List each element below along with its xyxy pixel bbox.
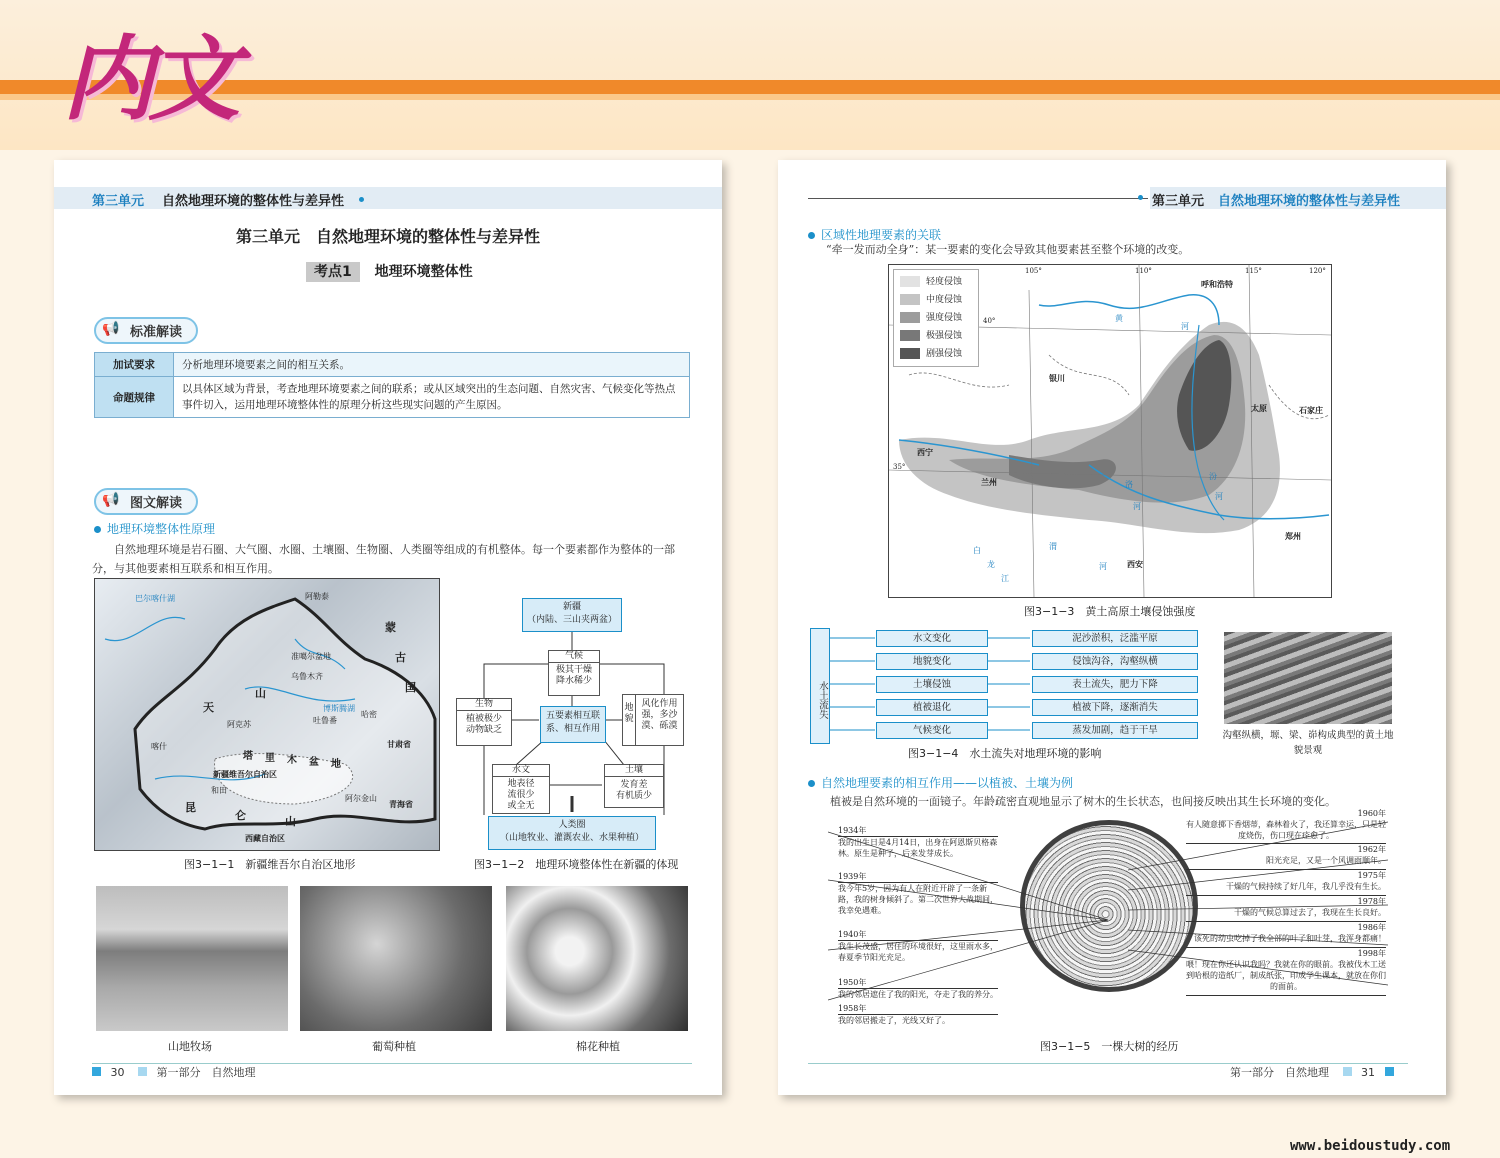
section-heading: 区域性地理要素的关联 [808, 226, 941, 243]
river-label: 渭 [1049, 542, 1057, 551]
human-box: 人类圈 （山地牧业、灌溉农业、水果种植） [488, 816, 656, 850]
footer-text: 第一部分 自然地理 [156, 1066, 256, 1079]
map-tick: 120° [1309, 267, 1326, 275]
badge-standard: 📢 标准解读 [94, 317, 198, 344]
map-label: 塔 [243, 751, 253, 762]
header-dot [1138, 195, 1143, 200]
map-city: 兰州 [981, 477, 997, 487]
bullet-icon [94, 526, 101, 533]
river-label: 白 [973, 546, 981, 555]
map-label: 哈密 [361, 710, 377, 719]
river-label: 河 [1215, 492, 1223, 501]
requirements-table [94, 352, 690, 418]
map-label: 阿克苏 [227, 720, 251, 729]
section-heading: 自然地理要素的相互作用——以植被、土壤为例 [808, 774, 1073, 791]
holism-diagram [454, 590, 684, 852]
right-header-rule [808, 198, 1148, 199]
erosion-flowchart [810, 628, 1200, 746]
flow-right-item: 蒸发加剧，趋于干旱 [1032, 722, 1198, 739]
timeline-year: 1939年 [838, 872, 867, 881]
timeline-year: 1960年 [1357, 809, 1386, 818]
map-tick: 40° [983, 317, 996, 325]
map-city: 西安 [1127, 559, 1143, 569]
map-city: 太原 [1251, 403, 1267, 413]
legend-item: 轻度侵蚀 [900, 274, 972, 292]
right-unit-label: 第三单元 [1152, 194, 1205, 209]
table-value: 以具体区域为背景，考查地理环境要素之间的联系；或从区域突出的生态问题、自然灾害、气候变化等热点事件切入，运用地理环境整体性的原理分析这些现实问题的产生原因。 [174, 377, 690, 418]
footer-text: 第一部分 自然地理 [1230, 1066, 1329, 1079]
map-label: 古 [395, 651, 406, 664]
map-tick: 105° [1025, 267, 1042, 275]
map-label: 仑 [235, 809, 246, 822]
legend-item: 强度侵蚀 [900, 310, 972, 328]
flow-left-item: 水文变化 [876, 630, 988, 647]
timeline-year: 1958年 [838, 1004, 867, 1013]
legend-item: 极强侵蚀 [900, 328, 972, 346]
bullet-icon [808, 780, 815, 787]
timeline-year: 1940年 [838, 930, 867, 939]
photo-loess-caption: 沟壑纵横，塬、梁、峁构成典型的黄土地貌景观 [1222, 730, 1394, 756]
timeline-year: 1950年 [838, 978, 867, 987]
legend-swatch [900, 276, 920, 287]
table-row [95, 353, 690, 377]
map-label: 巴尔喀什湖 [135, 594, 175, 603]
river-label: 汾 [1209, 472, 1217, 481]
timeline-year: 1934年 [838, 826, 867, 835]
fig1-caption: 图3−1−1 新疆维吾尔自治区地形 [184, 858, 356, 871]
photo-cotton [506, 886, 688, 1031]
square-icon [138, 1067, 147, 1076]
kaodian-title: 地理环境整体性 [374, 264, 473, 280]
river-label: 龙 [987, 560, 995, 569]
photo-caption: 棉花种植 [576, 1040, 620, 1053]
map-label: 西藏自治区 [245, 833, 285, 843]
right-page [778, 160, 1446, 1095]
legend-item: 中度侵蚀 [900, 292, 972, 310]
map-label: 阿尔金山 [345, 794, 377, 803]
photo-pasture [96, 886, 288, 1031]
table-value: 分析地理环境要素之间的相互关系。 [174, 353, 690, 377]
table-key: 加试要求 [95, 353, 174, 377]
flow-left-item: 植被退化 [876, 699, 988, 716]
map-label: 喀什 [151, 742, 167, 751]
water-box: 水文 地表径 流很少 或全无 [492, 764, 550, 814]
page-number: 30 [110, 1066, 125, 1079]
timeline-year: 1978年 [1357, 897, 1386, 906]
fig4-caption: 图3−1−4 水土流失对地理环境的影响 [908, 747, 1102, 760]
flow-right-item: 表土流失，肥力下降 [1032, 676, 1198, 693]
river-label: 洛 [1125, 480, 1133, 489]
left-page [54, 160, 722, 1095]
photo-grape [300, 886, 492, 1031]
legend-item: 剧强侵蚀 [900, 346, 972, 364]
xinjiang-map [94, 578, 440, 851]
biology-box: 生物 植被极少 动物缺乏 [456, 698, 512, 746]
timeline-text: 我今年5岁，因为有人在附近开辟了一条新路，我的树身倾斜了。第二次世界大战期间，我幸免遇难。 [838, 882, 998, 929]
flow-right-item: 植被下降，逐渐消失 [1032, 699, 1198, 716]
river-label: 黄 [1115, 314, 1123, 323]
badge-graphic: 📢 图文解读 [94, 488, 198, 515]
page-number: 31 [1361, 1066, 1375, 1079]
soil-box: 土壤 发育差 有机质少 [604, 764, 664, 808]
timeline-text: 我的邻居遮住了我的阳光，夺走了我的养分。 [838, 988, 998, 1003]
paragraph: “牵一发而动全身”：某一要素的变化会导致其他要素甚至整个环境的改变。 [826, 243, 1190, 256]
paragraph: 自然地理环境是岩石圈、大气圈、水圈、土壤圈、生物圈、人类圈等组成的有机整体。每一个要素都作为整体的一部分，与其他要素相互联系和相互作用。 [92, 543, 675, 575]
map-label: 山 [285, 815, 296, 828]
map-label: 天 [203, 701, 214, 714]
legend-swatch [900, 312, 920, 323]
left-unit-title: 自然地理环境的整体性与差异性 [162, 194, 345, 209]
legend-swatch [900, 348, 920, 359]
timeline-text: 我的出生日是4月14日，出身在阿恩斯贝格森林。原生是种子，后来发芽成长。 [838, 836, 998, 871]
timeline-text: 我生长茂盛，居住的环境很好，这里雨水多，春夏季节阳光充足。 [838, 940, 998, 977]
page-title: 第三单元 自然地理环境的整体性与差异性 [235, 227, 540, 246]
table-key: 命题规律 [95, 377, 174, 418]
photo-caption: 山地牧场 [168, 1040, 212, 1053]
right-footer [1230, 1064, 1394, 1080]
header-dot [359, 197, 364, 202]
timeline-year: 1998年 [1357, 949, 1386, 958]
map-label: 甘肃省 [387, 739, 411, 749]
timeline-year: 1986年 [1357, 923, 1386, 932]
map-label: 青海省 [389, 799, 413, 809]
map-label: 博斯腾湖 [323, 704, 355, 713]
map-tick: 35° [893, 463, 906, 471]
map-label: 里 [265, 753, 275, 764]
landform-box: 地貌 风化作用 强，多沙 漠、砾漠 [622, 694, 684, 746]
fig3-caption: 图3−1−3 黄土高原土壤侵蚀强度 [1024, 605, 1196, 618]
river-label: 河 [1181, 322, 1189, 331]
timeline-left [838, 825, 998, 1029]
map-city: 西宁 [917, 447, 933, 457]
timeline-right [1186, 808, 1386, 996]
river-label: 江 [1001, 574, 1009, 583]
map-label: 乌鲁木齐 [291, 672, 323, 681]
map-label: 盆 [309, 757, 319, 768]
map-tick: 115° [1245, 267, 1262, 275]
timeline-text: 该死的幼虫吃掉了我全部的叶子和叶芽，我浑身都痛！ [1186, 933, 1386, 948]
flow-right-item: 侵蚀沟谷，沟壑纵横 [1032, 653, 1198, 670]
map-label: 新疆维吾尔自治区 [213, 769, 277, 779]
square-icon [1385, 1067, 1394, 1076]
paragraph: 植被是自然环境的一面镜子。年龄疏密直观地显示了树木的生长状态，也间接反映出其生长环境的变化。 [830, 795, 1336, 808]
table-row [95, 377, 690, 418]
timeline-text: 阳光充足，又是一个风调雨顺年。 [1186, 855, 1386, 870]
timeline-year: 1962年 [1357, 845, 1386, 854]
bullet-icon [808, 232, 815, 239]
map-tick: 110° [1135, 267, 1152, 275]
map-label: 昆 [185, 801, 196, 814]
right-unit-title: 自然地理环境的整体性与差异性 [1218, 194, 1401, 209]
flow-source: 水土流失 [810, 628, 830, 744]
fig2-caption: 图3−1−2 地理环境整体性在新疆的体现 [474, 858, 679, 871]
river-label: 河 [1133, 502, 1141, 511]
section-heading: 地理环境整体性原理 [94, 520, 215, 537]
map-city: 石家庄 [1299, 405, 1323, 415]
diagram-top-box: 新疆 （内陆、三山夹两盆） [522, 598, 622, 632]
left-header-bar [54, 187, 722, 209]
timeline-text: 干燥的气候持续了好几年，我几乎没有生长。 [1186, 881, 1386, 896]
megaphone-icon: 📢 [102, 321, 120, 337]
photo-loess [1224, 632, 1392, 724]
map-city: 银川 [1049, 373, 1065, 383]
legend-swatch [900, 330, 920, 341]
map-label: 国 [405, 681, 416, 694]
map-label: 阿勒泰 [305, 592, 329, 601]
timeline-text: 喂！现在你还认识我吗？我就在你的眼前。我被伐木工送到哈根的造纸厂，制成纸张，印成学生课本，就放在你们的面前。 [1186, 959, 1386, 996]
map-label: 地 [331, 759, 341, 770]
climate-box: 气候 极其干燥 降水稀少 [548, 650, 600, 696]
flow-right-item: 泥沙淤积，泛滥平原 [1032, 630, 1198, 647]
square-icon [92, 1067, 101, 1076]
left-unit-label: 第三单元 [92, 194, 145, 209]
map-label: 山 [255, 687, 266, 700]
map-city: 郑州 [1285, 531, 1301, 541]
map-label: 木 [287, 755, 297, 766]
fig5-caption: 图3−1−5 一棵大树的经历 [1040, 1040, 1179, 1053]
logo-title: 内文 [62, 25, 235, 133]
kaodian-heading [306, 260, 473, 284]
megaphone-icon: 📢 [102, 492, 120, 508]
legend-swatch [900, 294, 920, 305]
legend [893, 269, 979, 367]
map-label: 蒙 [385, 621, 396, 634]
photo-caption: 葡萄种植 [372, 1040, 416, 1053]
square-icon [1343, 1067, 1352, 1076]
flow-left-item: 土壤侵蚀 [876, 676, 988, 693]
loess-map [888, 264, 1332, 598]
timeline-text: 我的邻居搬走了，光线又好了。 [838, 1014, 998, 1029]
watermark: www.beidoustudy.com [1290, 1138, 1451, 1154]
map-city: 呼和浩特 [1201, 279, 1233, 289]
kaodian-tag: 考点1 [306, 262, 360, 282]
timeline-text: 有人随意掷下香烟蒂，森林着火了，我还算幸运，只是轻度烧伤，伤口现在痊愈了。 [1186, 819, 1386, 844]
map-label: 吐鲁番 [313, 716, 337, 725]
river-label: 河 [1099, 562, 1107, 571]
map-label: 准噶尔盆地 [291, 652, 331, 661]
center-box: 五要素相互联 系、相互作用 [540, 706, 606, 743]
timeline-year: 1975年 [1357, 871, 1386, 880]
map-label: 和田 [211, 786, 227, 795]
left-footer [92, 1064, 256, 1080]
flow-left-item: 气候变化 [876, 722, 988, 739]
timeline-text: 干燥的气候总算过去了，我现在生长良好。 [1186, 907, 1386, 922]
flow-left-item: 地貌变化 [876, 653, 988, 670]
